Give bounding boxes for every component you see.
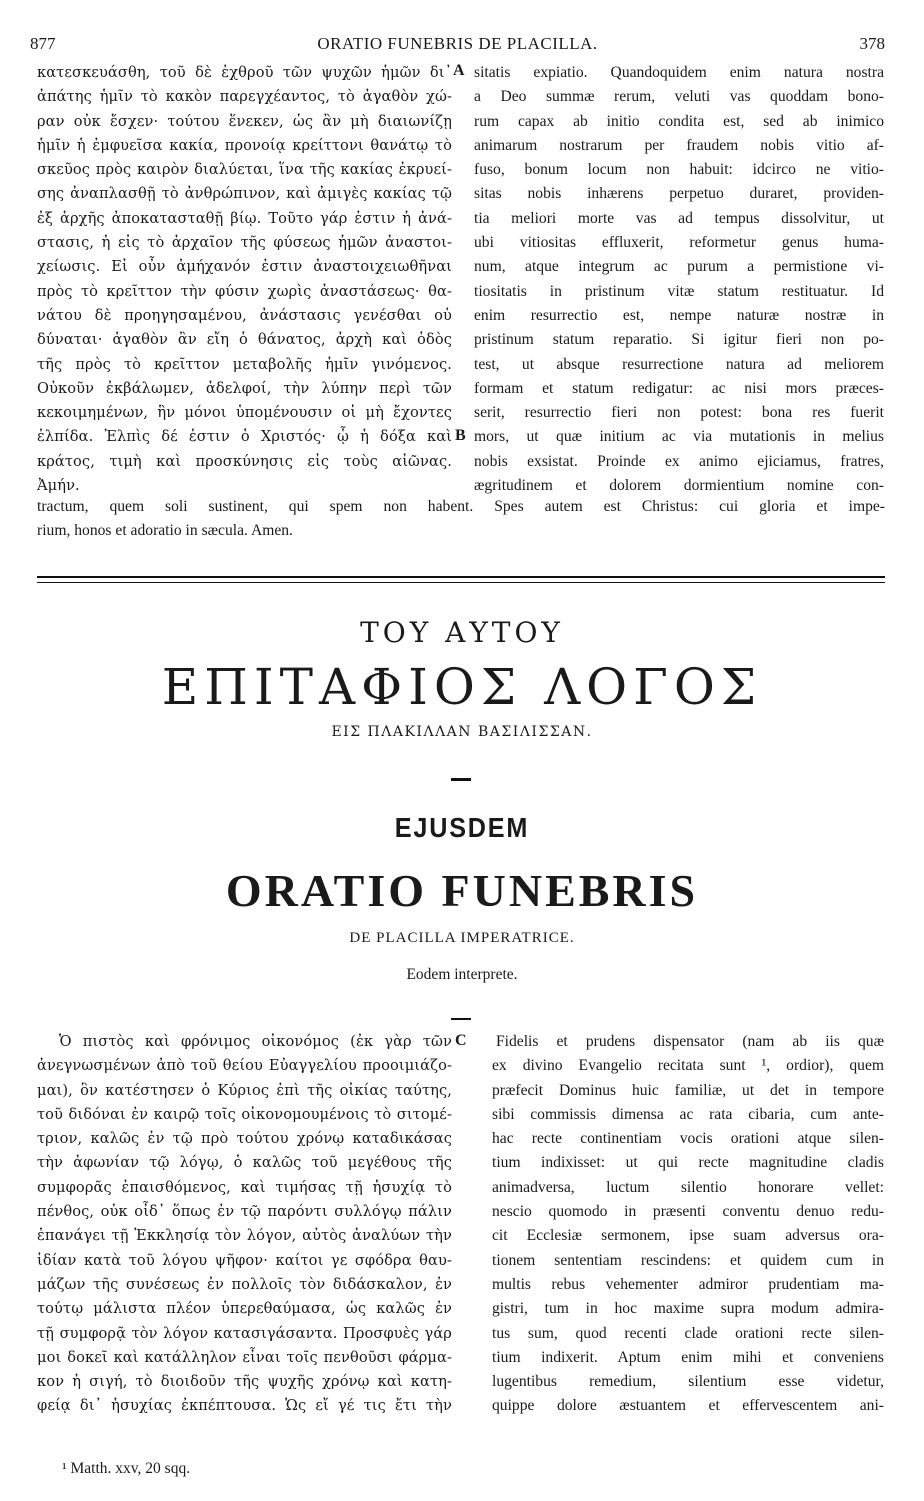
text-line: ἐξ ἀρχῆς ἀποκατασταθῇ βίῳ. Τοῦτο γάρ ἐστιν ἡ ἀνά- [37, 209, 452, 227]
top-latin-column [474, 61, 884, 498]
text-line: lugentibus remedium, silentium esse videtur, [492, 1373, 884, 1391]
text-line: ægritudinem et dolorem dormientium nomine con- [474, 477, 884, 495]
text-line: κράτος, τιμὴ καὶ προσκύνησις εἰς τοὺς αἰῶνας. [37, 452, 452, 470]
text-line: serit, resurrectio fieri non potest: bona res fuerit [474, 404, 884, 422]
text-line: κον ἡ σιγή, τὸ διοιδοῦν τῆς ψυχῆς χρόνῳ καὶ κατη- [37, 1373, 452, 1391]
text-line: τούτῳ μάλιστα πλέον ὑπερεθαύμασα, ὡς καλῶς ἐν [37, 1300, 452, 1318]
text-line: quippe dolore æstuantem et effervescentem ani- [492, 1397, 884, 1415]
bottom-greek-column [37, 1030, 452, 1419]
text-line: rum capax ab initio condita est, sed ab inimico [474, 112, 884, 130]
text-line: rium, honos et adoratio in sæcula. Amen. [37, 522, 293, 540]
text-line: tionem sententiam rescindens: et quidem cum in [492, 1251, 884, 1269]
text-line: Fidelis et prudens dispensator (nam ab iis quæ [496, 1033, 884, 1050]
text-line: ex divino Evangelio recitata sunt ¹, ordior), quem [492, 1057, 884, 1075]
text-line: σης ἀναπλασθῇ τὸ ἀνθρώπινον, καὶ ἀμιγὲς κακίας τῷ [37, 185, 452, 203]
text-line: τὴν ἀφωνίαν τῷ λόγῳ, ὁ καλῶς τοῦ μεγέθους τῆς [37, 1154, 452, 1172]
section-rule [37, 582, 885, 583]
text-line: τριον, καλῶς ἐν τῷ πρὸ τούτου χρόνῳ καταδικάσας [37, 1130, 452, 1148]
text-line: num, atque integrum ac purum a permistione vi- [474, 258, 884, 276]
text-line: tium indixerit. Aptum enim mihi et conveniens [492, 1348, 884, 1366]
text-line: Ὁ πιστὸς καὶ φρόνιμος οἰκονόμος (ἐκ γὰρ τῶν [59, 1033, 452, 1050]
text-line: μάζων τῆς συνέσεως ἐν πολλοῖς τὸν διδάσκαλον, ἐν [37, 1275, 452, 1293]
heading-dash [451, 1018, 471, 1020]
text-line: enim resurrectio est, nempe naturæ nostræ in [474, 306, 884, 324]
top-greek-column [37, 61, 452, 498]
text-line: κατεσκευάσθη, τοῦ δὲ ἐχθροῦ τῶν ψυχῶν ἡμῶν δι᾽ [37, 64, 452, 81]
heading-dash [451, 778, 471, 781]
page-number-right: 378 [859, 34, 885, 53]
bottom-latin-column [492, 1030, 884, 1419]
margin-marker-a: A [453, 62, 465, 79]
text-line: tium indixisset: ut qui recte magnitudine cladis [492, 1154, 884, 1172]
latin-heading-title: ORATIO FUNEBRIS [225, 865, 699, 916]
text-line: animarum nostrarum per fraudem nobis vitio af- [474, 136, 884, 154]
text-line: sibi commissis dimensa ac rata cibaria, cum ante- [492, 1105, 884, 1123]
text-line: tractum, quem soli sustinent, qui spem non habent. Spes autem est Christus: cui gloria et impe- [37, 498, 885, 515]
text-line: mors, ut quæ initium ac via mutationis in melius [474, 428, 884, 446]
text-line: pristinum statum reparatio. Si igitur fieri non po- [474, 331, 884, 349]
text-line: sitas nobis inhærens perpetuo duraret, providen- [474, 185, 884, 203]
text-line: στασις, ἡ εἰς τὸ ἀρχαῖον τῆς φύσεως ἡμῶν ἀναστοι- [37, 234, 452, 252]
text-line: τῇ συμφορᾷ τὸν λόγον κατασιγάσαντα. Προσφυὲς γάρ [37, 1324, 452, 1342]
text-line: tiositatis in pristinum vitæ statum restituatur. Id [474, 282, 884, 300]
text-line: nescio quomodo in præsenti conventu denuo redu- [492, 1203, 884, 1221]
text-line: gistri, tum in hoc maxime supra modum admira- [492, 1300, 884, 1318]
text-line: σκεῦος πρὸς καιρὸν διαλύεται, ἵνα τῆς κακίας ἐκρυεί- [37, 161, 452, 179]
greek-heading-subtitle: ΕΙΣ ΠΛΑΚΙΛΛΑΝ ΒΑΣΙΛΙΣΣΑΝ. [331, 724, 593, 740]
text-line: μαι), ὃν κατέστησεν ὁ Κύριος ἐπὶ τῆς οἰκίας ταύτης, [37, 1081, 452, 1099]
text-line: τοῦ διδόναι ἐν καιρῷ τοῖς οἰκονομουμένοις τὸ σιτομέ- [37, 1105, 452, 1123]
text-line: test, ut absque resurrectione natura ad meliorem [474, 355, 884, 373]
text-line: δύναται· ἀγαθὸν ἂν εἴη ὁ θάνατος, ἀρχὴ καὶ ὁδὸς [37, 331, 452, 349]
text-line: tia meliori morte vas ad tempus dissolvitur, ut [474, 209, 884, 227]
text-line: ἀπάτης ἡμῖν τὸ κακὸν παρεγχέαντος, τὸ ἀγαθὸν χώ- [37, 88, 452, 106]
margin-marker-c: C [455, 1032, 467, 1049]
text-line: formam et statum redigatur: ac nisi mors præces- [474, 379, 884, 397]
running-head [30, 34, 885, 58]
text-line: ραν οὐκ ἔσχεν· τούτου ἕνεκεν, ὡς ἂν μὴ διαιωνίζῃ [37, 112, 452, 130]
text-line: συμφορᾶς ἐπαισθόμενος, καὶ τιμήσας τῇ ἡσυχίᾳ τὸ [37, 1178, 452, 1196]
footnote: ¹ Matth. xxv, 20 sqq. [62, 1460, 191, 1477]
text-line: animadversa, luctum silentio honorare vellet: [492, 1178, 884, 1196]
section-rule [37, 576, 885, 578]
text-line: κεκοιμημένων, ἣν μόνοι ὑπομένουσιν οἱ μὴ ἔχοντες [37, 404, 452, 422]
text-line: tus sum, quod recenti clade orationi recte silen- [492, 1324, 884, 1342]
text-line: a Deo summæ rerum, veluti vas quoddam bono- [474, 88, 884, 106]
top-full-width-text [37, 495, 885, 544]
text-line: ἐπανάγει τῇ Ἐκκλησίᾳ τὸν λόγον, αὐτὸς ἀναλύων τὴν [37, 1227, 452, 1245]
text-line: sitatis expiatio. Quandoquidem enim natura nostra [474, 64, 884, 81]
text-line: cit Ecclesiæ sermonem, ipse suam adversus ora- [492, 1227, 884, 1245]
text-line: multis rebus vehementer admiror prudentiam ma- [492, 1275, 884, 1293]
latin-heading-prefix: EJUSDEM [394, 812, 530, 843]
text-line: fuso, bonum locum non habuit: idcirco ne vitio- [474, 161, 884, 179]
text-line: φείᾳ δι᾽ ἡσυχίας ἐκπέπτουσα. Ὡς εἴ γέ τις ἔτι τὴν [37, 1397, 452, 1415]
greek-heading-prefix: ΤΟΥ ΑΥΤΟΥ [360, 616, 564, 649]
running-title: ORATIO FUNEBRIS DE PLACILLA. [317, 34, 598, 53]
text-line: νάτου δὲ προηγησαμένου, ἀνάστασις γενέσθαι οὐ [37, 306, 452, 324]
text-line: πένθος, οὐκ οἶδ᾽ ὅπως ἐν τῷ παρόντι συλλόγῳ πάλιν [37, 1203, 452, 1221]
text-line: μοι δοκεῖ καὶ κατάλληλον εἶναι τοῖς πενθοῦσι φάρμα- [37, 1348, 452, 1366]
text-line: Ἀμήν. [37, 477, 80, 495]
text-line: πρὸς τὸ κρεῖττον τὴν φύσιν χωρὶς ἀναστάσεως· θα- [37, 282, 452, 300]
text-line: Οὐκοῦν ἐκβάλωμεν, ἀδελφοί, τὴν λύπην περὶ τῶν [37, 379, 452, 397]
text-line: nobis exsistat. Proinde ex animo ejiciamus, fratres, [474, 452, 884, 470]
text-line: χείωσις. Εἰ οὖν ἀμήχανόν ἐστιν ἀναστοιχειωθῆναι [37, 258, 452, 276]
margin-marker-b: B [455, 427, 466, 444]
interpreter-note: Eodem interprete. [406, 966, 518, 983]
text-line: præfecit Dominus huic familiæ, ut det in tempore [492, 1081, 884, 1099]
greek-heading-title: ΕΠΙΤΑΦΙΟΣ ΛΟΓΟΣ [161, 658, 763, 716]
page-number-left: 877 [30, 34, 56, 53]
text-line: ἡμῖν ἡ ἐμφυεῖσα κακία, προνοίᾳ κρείττονι θανάτῳ τὸ [37, 136, 452, 154]
text-line: τῆς πρὸς τὸ κρεῖττον μεταβολῆς ἡμῖν γινόμενος. [37, 355, 452, 373]
text-line: ubi vitiositas effluxerit, reformetur genus huma- [474, 234, 884, 252]
text-line: ἐλπίδα. Ἐλπὶς δέ ἐστιν ὁ Χριστός· ᾧ ἡ δόξα καὶ [37, 428, 452, 446]
text-line: ἰδίαν κατὰ τοῦ λόγου ψῆφον· καίτοι γε σφόδρα θαυ- [37, 1251, 452, 1269]
latin-heading-subtitle: DE PLACILLA IMPERATRICE. [349, 930, 575, 946]
text-line: ἀνεγνωσμένων ἀπὸ τοῦ θείου Εὐαγγελίου προοιμιάζο- [37, 1057, 452, 1075]
text-line: hac recte continentiam vocis orationi atque silen- [492, 1130, 884, 1148]
